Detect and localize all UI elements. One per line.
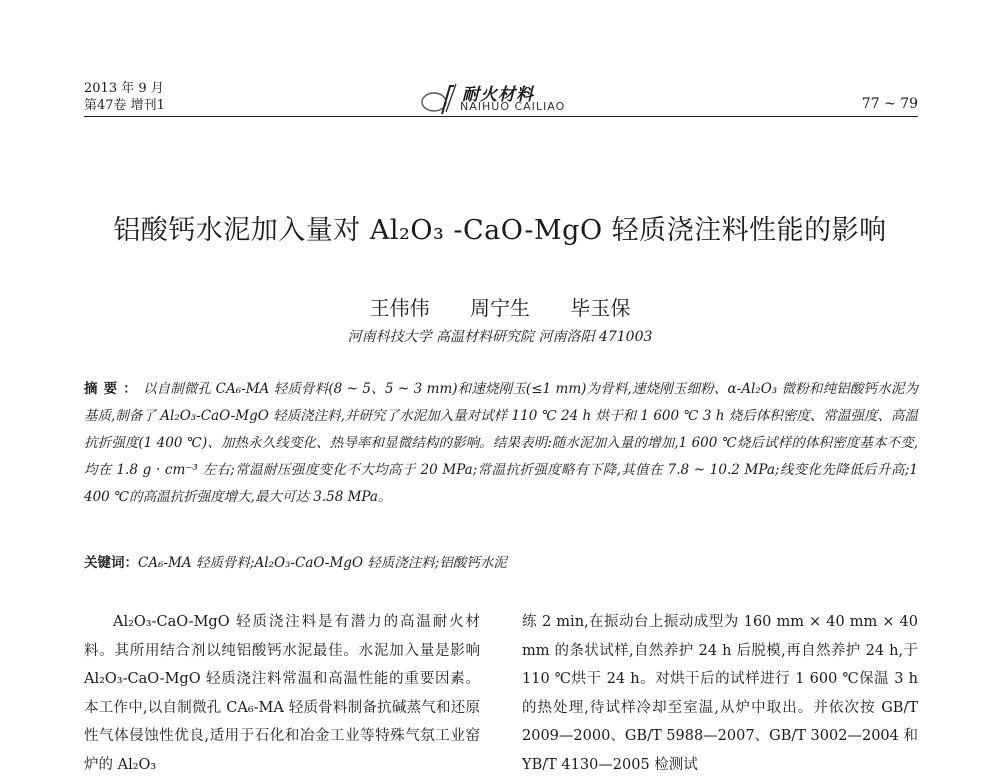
issue-date: 2013 年 9 月 [84,81,164,96]
title-suffix: 轻质浇注料性能的影响 [602,215,887,246]
journal-logo [420,78,590,118]
abstract-text: 以自制微孔 CA₆-MA 轻质骨料(8 ~ 5、5 ~ 3 mm)和速烧刚玉(≤1 mm)为骨料,速烧刚玉细粉、α-Al₂O₃ 微粉和纯铝酸钙水泥为基质,制备了 Al₂O₃-CaO-MgO 轻质浇注料,并研究了水泥加入量对试样 110 ℃ 24 h 烘干和 1 600 ℃ 3 h 烧后体积密度、常温强度、高温抗折强度(1 400 ℃)、加热永久线变化、热导率和显微结构的影响。结果表明:随水泥加入量的增加,1 600 ℃烧后试样的体积密度基本不变,均在 1.8 g · cm⁻³ 左右;常温耐压强度变化不大均高于 20 MPa;常温抗折强度略有下降,其值在 7.8 ~ 10.2 MPa;线变化先降低后升高;1 400 ℃的高温抗折强度增大,最大可达 3.58 MPa。 [84,381,919,505]
abstract-label: 摘要： [84,381,143,397]
journal-name-en: NAIHUO CAILIAO [460,100,566,113]
journal-name-zh: 耐火材料 [462,85,534,105]
page-range: 77 ~ 79 [861,96,918,112]
volume-issue: 第47卷 增刊1 [84,98,165,113]
journal-logo-icon [420,82,460,116]
body-column-right: 练 2 min,在振动台上振动成型为 160 mm × 40 mm × 40 mm 的条状试样,自然养护 24 h 后脱模,再自然养护 24 h,于 110 ℃烘干 24 h。对烘干后的试样进行 1 600 ℃保温 3 h 的热处理,待试样冷却至室温,从炉中取出。并依次按 GB/T 2009—2000、GB/T 5988—2007、GB/T 3002—2004 和 YB/T 4130—2005 检测试 [522,614,918,773]
title-formula: Al₂O₃ -CaO-MgO [369,215,603,246]
body-column-left: Al₂O₃-CaO-MgO 轻质浇注料是有潜力的高温耐火材料。其所用结合剂以纯铝酸钙水泥最佳。水泥加入量是影响 Al₂O₃-CaO-MgO 轻质浇注料常温和高温性能的重要因素。本工作中,以自制微孔 CA₆-MA 轻质骨料制备抗碱蒸气和还原性气体侵蚀性优良,适用于石化和冶金工业等特殊气氛工业窑炉的 Al₂O₃ [84,614,480,773]
author-list [0,292,1000,321]
paper-title [0,208,1000,247]
title-prefix: 铝酸钙水泥加入量对 [113,215,370,246]
issue-info [84,80,165,114]
header-rule [84,116,918,117]
abstract [84,376,918,511]
author-2: 周宁生 [470,296,530,320]
affiliation: 河南科技大学 高温材料研究院 河南洛阳 471003 [347,329,653,345]
keywords-text: CA₆-MA 轻质骨料;Al₂O₃-CaO-MgO 轻质浇注料;铝酸钙水泥 [138,555,507,571]
author-1: 王伟伟 [369,296,430,320]
keywords-label: 关键词： [84,555,138,571]
author-3: 毕玉保 [570,296,631,320]
keywords [84,552,918,574]
